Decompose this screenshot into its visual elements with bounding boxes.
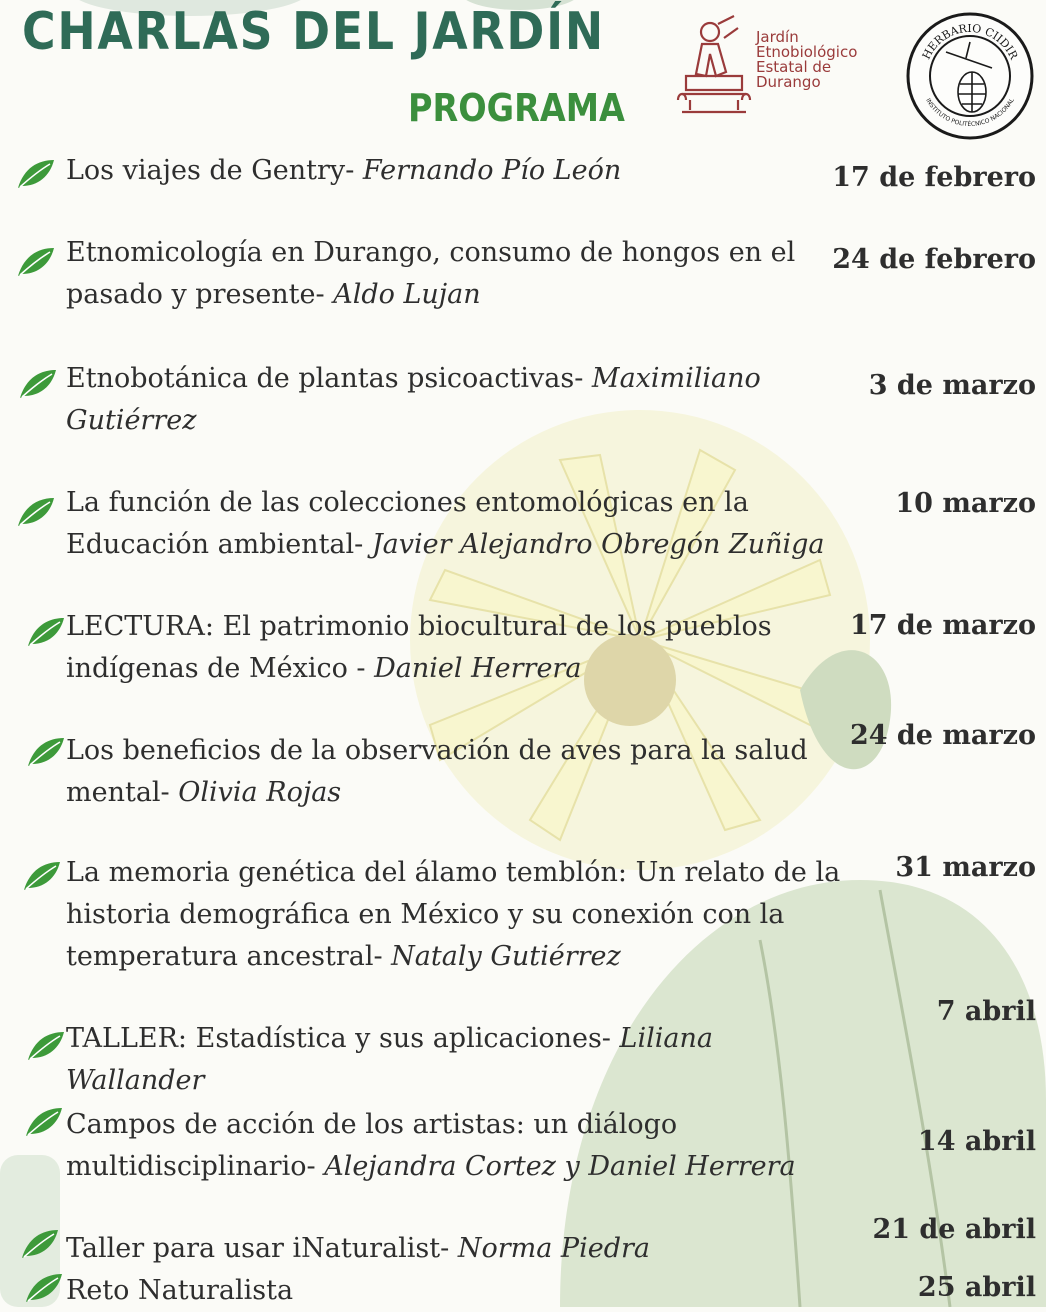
program-item-date: 17 de marzo [849,610,1036,641]
herbario-seal-logo [906,12,1034,140]
program-item-text [66,852,846,978]
jardin-line-4: Durango [756,73,821,91]
program-item-speaker: Alejandra Cortez y Daniel Herrera [324,1151,796,1182]
program-item-speaker: Olivia Rojas [178,777,342,808]
jardin-line-3: Estatal de [756,58,832,76]
program-item-text [66,482,846,566]
program-item-topic: Campos de acción de los artistas: un diálogo multidisciplinario- [66,1109,678,1182]
program-item-speaker: Fernando Pío León [362,155,622,186]
program-item-text [66,1228,846,1270]
leaf-icon [20,1228,60,1260]
leaf-icon [26,616,66,648]
jardin-logo [676,14,876,124]
leaf-icon [26,736,66,768]
program-item-topic: LECTURA: El patrimonio biocultural de los pueblos indígenas de México - [66,611,772,684]
program-item-text [66,358,846,442]
jardin-line-1: Jardín [756,28,799,46]
leaf-icon [18,368,58,400]
leaf-icon [16,496,56,528]
program-item-topic: Taller para usar iNaturalist- [66,1233,458,1264]
leaf-icon [26,1030,66,1062]
jardin-line-2: Etnobiológico [756,43,858,61]
program-item-date: 14 abril [917,1126,1036,1157]
program-item-date: 3 de marzo [868,370,1036,401]
program-item-speaker: Aldo Lujan [333,279,481,310]
page-subtitle: PROGRAMA [408,86,625,130]
program-item-topic: Reto Naturalista [66,1275,294,1306]
program-item-date: 7 abril [936,996,1036,1027]
program-item-text [66,606,846,690]
program-item-date: 17 de febrero [832,162,1036,193]
leaf-icon [22,860,62,892]
program-item-date: 21 de abril [872,1214,1036,1245]
program-item-date: 24 de febrero [832,244,1036,275]
program-item-text [66,1104,846,1188]
program-item-text [66,232,846,316]
page-title: CHARLAS DEL JARDÍN [22,2,605,62]
program-item-text [66,730,846,814]
jardin-logo-text [756,30,876,90]
program-item-topic: Etnomicología en Durango, consumo de hongos en el pasado y presente- [66,237,796,310]
program-item-text [66,1018,846,1102]
program-item-date: 24 de marzo [849,720,1036,751]
program-item-topic: Etnobotánica de plantas psicoactivas- [66,363,592,394]
program-item-speaker: Liliana Wallander [66,1023,713,1096]
program-item-topic: La función de las colecciones entomológicas en la Educación ambiental- [66,487,749,560]
leaf-icon [16,246,56,278]
program-item-topic: Los beneficios de la observación de aves para la salud mental- [66,735,808,808]
program-item-topic: TALLER: Estadística y sus aplicaciones- [66,1023,620,1054]
leaf-icon [24,1272,64,1304]
leaf-icon [16,158,56,190]
program-item-topic: La memoria genética del álamo temblón: Un relato de la historia demográfica en México y su conexión con la temperatura ancestral- [66,857,841,972]
program-item-text [66,150,846,192]
program-item-speaker: Nataly Gutiérrez [391,941,621,972]
jardin-figure-icon [676,14,752,124]
program-item-speaker: Daniel Herrera [374,653,582,684]
program-item-date: 25 abril [917,1272,1036,1303]
program-item-speaker: Norma Piedra [457,1233,650,1264]
leaf-icon [24,1106,64,1138]
program-item-date: 31 marzo [895,852,1036,883]
program-item-date: 10 marzo [895,488,1036,519]
herbario-ring-top: HERBARIO CIIDIR [919,21,1021,62]
herbario-ring-bottom: INSTITUTO POLITÉCNICO NACIONAL [924,97,1016,129]
program-item-speaker: Maximiliano Gutiérrez [66,363,761,436]
program-item-topic: Los viajes de Gentry- [66,155,363,186]
program-item-text [66,1270,846,1312]
program-item-speaker: Javier Alejandro Obregón Zuñiga [371,529,825,560]
